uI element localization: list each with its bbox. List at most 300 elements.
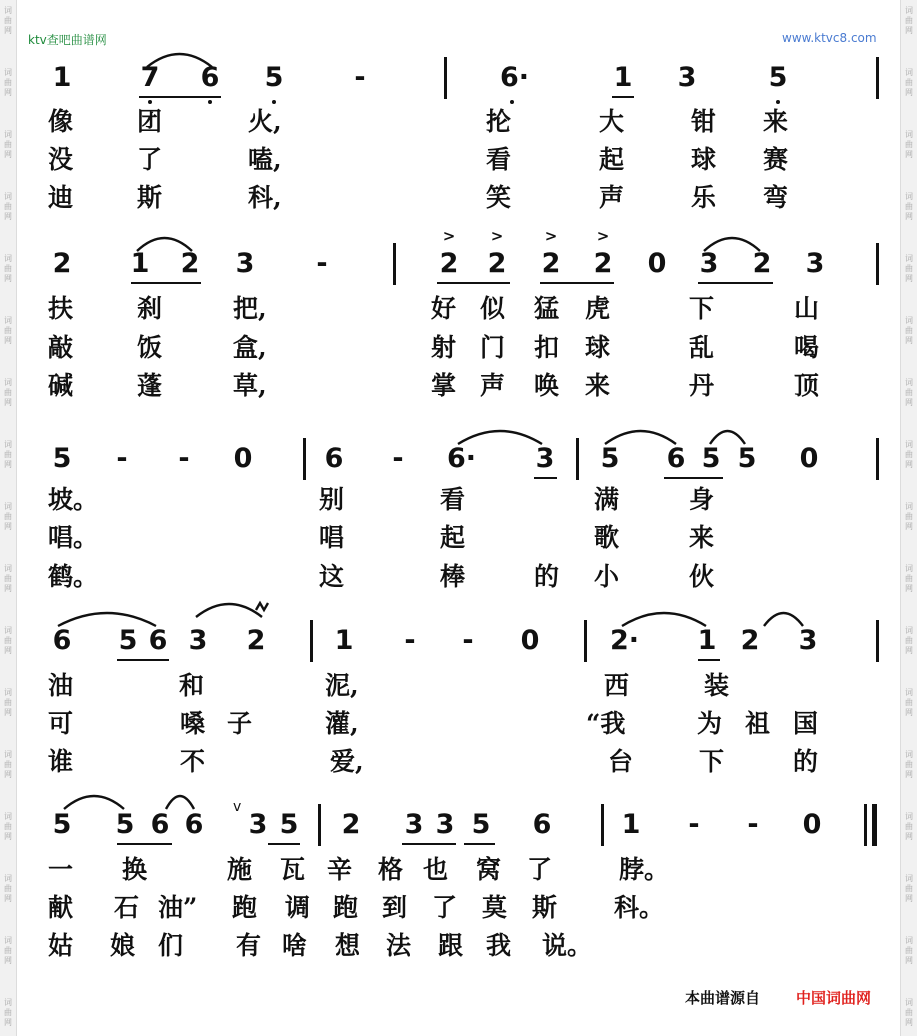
- note: 0: [233, 443, 253, 474]
- lyric-syllable: 声: [480, 371, 506, 400]
- barline: [601, 804, 604, 846]
- note: 7: [140, 62, 160, 93]
- lyric-syllable: 满: [594, 485, 620, 514]
- lyric-syllable: 油: [48, 671, 74, 700]
- note: 6: [324, 443, 344, 474]
- watermark-glyph: 词: [4, 254, 12, 263]
- watermark-glyph: 曲: [905, 450, 913, 459]
- lyric-syllable: 不: [180, 747, 206, 776]
- lyric-syllable: 爱,: [330, 747, 364, 776]
- lyric-syllable: 谁: [48, 747, 74, 776]
- lyric-syllable: 国: [793, 709, 819, 738]
- lyric-syllable: 山: [794, 294, 820, 323]
- watermark-glyph: 词: [4, 812, 12, 821]
- lyric-syllable: 弯: [763, 183, 789, 212]
- slur: [64, 796, 124, 809]
- watermark-glyph: 网: [4, 274, 12, 283]
- note: 1: [52, 62, 72, 93]
- note: 0: [520, 625, 540, 656]
- lyric-syllable: 扶: [48, 294, 74, 323]
- lyric-syllable: 看: [440, 485, 466, 514]
- watermark-glyph: 词: [4, 688, 12, 697]
- lyric-syllable: 丹: [689, 371, 715, 400]
- lyric-syllable: 似: [480, 294, 506, 323]
- watermark-glyph: 词: [4, 6, 12, 15]
- note: 1: [334, 625, 354, 656]
- watermark-glyph: 词: [905, 6, 913, 15]
- lyric-syllable: “我: [586, 709, 626, 738]
- watermark-glyph: 曲: [905, 636, 913, 645]
- barline: [864, 804, 867, 846]
- lyric-syllable: 窝: [476, 855, 502, 884]
- note-underline: [402, 843, 456, 845]
- lyric-syllable: 石: [114, 893, 140, 922]
- watermark-glyph: 网: [4, 584, 12, 593]
- watermark-glyph: 词: [4, 936, 12, 945]
- note: 1: [613, 62, 633, 93]
- note: 2: [52, 248, 72, 279]
- watermark-glyph: 曲: [905, 326, 913, 335]
- watermark-glyph: 词: [905, 998, 913, 1007]
- barline: [584, 620, 587, 662]
- note: -: [116, 443, 128, 474]
- watermark-glyph: 词: [905, 254, 913, 263]
- watermark-glyph: 曲: [905, 946, 913, 955]
- lyric-syllable: 说。: [542, 931, 593, 960]
- note: 6: [52, 625, 72, 656]
- lyric-syllable: 们: [158, 931, 184, 960]
- lyric-syllable: 身: [689, 485, 715, 514]
- note: 1: [130, 248, 150, 279]
- note: -: [316, 248, 328, 279]
- note: 6·: [447, 443, 477, 474]
- note: 6: [532, 809, 552, 840]
- note: 2: [180, 248, 200, 279]
- watermark-glyph: 词: [4, 564, 12, 573]
- barline: [876, 438, 879, 480]
- lyric-syllable: 大: [599, 107, 625, 136]
- note: 2: [740, 625, 760, 656]
- lyric-syllable: 莫: [482, 893, 508, 922]
- note-underline: [540, 282, 614, 284]
- watermark-glyph: 词: [4, 316, 12, 325]
- note: -: [354, 62, 366, 93]
- slur: [58, 613, 156, 626]
- watermark-glyph: 网: [905, 646, 913, 655]
- watermark-glyph: 词: [905, 564, 913, 573]
- lyric-syllable: 草,: [233, 371, 267, 400]
- watermark-glyph: 曲: [4, 946, 12, 955]
- watermark-glyph: 网: [905, 894, 913, 903]
- watermark-glyph: 曲: [4, 884, 12, 893]
- lyric-syllable: 下: [689, 294, 715, 323]
- note: 3: [535, 443, 555, 474]
- watermark-glyph: 词: [905, 874, 913, 883]
- watermark-glyph: 网: [4, 646, 12, 655]
- note-underline: [664, 477, 723, 479]
- lyric-syllable: 抡: [486, 107, 512, 136]
- watermark-glyph: 网: [905, 584, 913, 593]
- watermark-glyph: 网: [4, 88, 12, 97]
- watermark-glyph: 网: [4, 212, 12, 221]
- watermark-glyph: 曲: [905, 884, 913, 893]
- note: 6: [184, 809, 204, 840]
- watermark-glyph: 词: [905, 68, 913, 77]
- lyric-syllable: 坡。: [48, 485, 99, 514]
- accent-mark: >: [544, 227, 558, 245]
- lyric-syllable: 西: [604, 671, 630, 700]
- watermark-glyph: 曲: [905, 760, 913, 769]
- lyric-syllable: 泥,: [325, 671, 359, 700]
- lyric-syllable: 起: [440, 523, 466, 552]
- note: -: [462, 625, 474, 656]
- barline: [872, 804, 877, 846]
- note: -: [688, 809, 700, 840]
- lyric-syllable: 斯: [137, 183, 163, 212]
- note: 3: [248, 809, 268, 840]
- watermark-glyph: 网: [905, 1018, 913, 1027]
- barline: [310, 620, 313, 662]
- lyric-syllable: 敲: [48, 333, 74, 362]
- note: 6: [200, 62, 220, 93]
- lyric-syllable: 蓬: [137, 371, 163, 400]
- watermark-glyph: 曲: [4, 760, 12, 769]
- barline: [318, 804, 321, 846]
- watermark-glyph: 词: [905, 440, 913, 449]
- watermark-glyph: 曲: [905, 264, 913, 273]
- watermark-glyph: 曲: [905, 512, 913, 521]
- watermark-glyph: 词: [4, 378, 12, 387]
- site-url-header: www.ktvc8.com: [782, 31, 877, 45]
- accent-mark: >: [596, 227, 610, 245]
- watermark-glyph: 网: [905, 398, 913, 407]
- lyric-syllable: 顶: [794, 371, 820, 400]
- watermark-glyph: 词: [905, 626, 913, 635]
- watermark-glyph: 网: [4, 832, 12, 841]
- watermark-glyph: 词: [4, 68, 12, 77]
- watermark-glyph: 网: [905, 88, 913, 97]
- slur: [196, 604, 262, 617]
- watermark-glyph: 网: [4, 894, 12, 903]
- note: 2: [541, 248, 561, 279]
- lyric-syllable: 的: [534, 562, 560, 591]
- watermark-glyph: 网: [905, 274, 913, 283]
- breath-mark: v: [233, 799, 242, 815]
- watermark-glyph: 网: [905, 150, 913, 159]
- watermark-glyph: 词: [4, 502, 12, 511]
- lyric-syllable: 了: [432, 893, 458, 922]
- watermark-glyph: 网: [4, 336, 12, 345]
- barline: [393, 243, 396, 285]
- note: 5: [279, 809, 299, 840]
- watermark-glyph: 曲: [4, 698, 12, 707]
- lyric-syllable: 声: [599, 183, 625, 212]
- watermark-glyph: 词: [4, 192, 12, 201]
- watermark-glyph: 网: [905, 832, 913, 841]
- note: 5: [52, 809, 72, 840]
- note: 0: [799, 443, 819, 474]
- lyric-syllable: 啥: [282, 931, 308, 960]
- lyric-syllable: 斯: [532, 893, 558, 922]
- lyric-syllable: 迪: [48, 183, 74, 212]
- watermark-glyph: 网: [905, 770, 913, 779]
- note: 6: [150, 809, 170, 840]
- lyric-syllable: 了: [137, 145, 163, 174]
- watermark-glyph: 曲: [905, 140, 913, 149]
- barline: [876, 57, 879, 99]
- note: 2·: [610, 625, 640, 656]
- lyric-syllable: 歌: [594, 523, 620, 552]
- barline: [876, 620, 879, 662]
- watermark-glyph: 词: [905, 750, 913, 759]
- watermark-glyph: 曲: [4, 78, 12, 87]
- lyric-syllable: 祖: [745, 709, 771, 738]
- lyric-syllable: 瓦: [280, 855, 306, 884]
- lyric-syllable: 这: [319, 562, 345, 591]
- watermark-glyph: 曲: [4, 1008, 12, 1017]
- note: 5: [768, 62, 788, 93]
- lyric-syllable: 油”: [158, 893, 198, 922]
- note: -: [404, 625, 416, 656]
- note-underline: [268, 843, 300, 845]
- lyric-syllable: 来: [585, 371, 611, 400]
- note: 3: [435, 809, 455, 840]
- lyric-syllable: 嗓: [180, 709, 206, 738]
- lyric-syllable: 施: [227, 855, 253, 884]
- note-underline: [117, 659, 169, 661]
- lyric-syllable: 来: [763, 107, 789, 136]
- note: 5: [52, 443, 72, 474]
- watermark-glyph: 曲: [4, 512, 12, 521]
- watermark-glyph: 曲: [905, 1008, 913, 1017]
- lyric-syllable: 门: [480, 333, 506, 362]
- note: 3: [235, 248, 255, 279]
- lyric-syllable: 跟: [438, 931, 464, 960]
- lyric-syllable: 盒,: [233, 333, 267, 362]
- watermark-glyph: 词: [4, 440, 12, 449]
- watermark-glyph: 网: [4, 398, 12, 407]
- lower-octave-dot: [510, 100, 514, 104]
- lyric-syllable: 装: [704, 671, 730, 700]
- lyric-syllable: 来: [689, 523, 715, 552]
- note: 3: [188, 625, 208, 656]
- source-site: 中国词曲网: [796, 989, 872, 1007]
- lyric-syllable: 想: [335, 931, 361, 960]
- watermark-glyph: 网: [905, 522, 913, 531]
- lyric-syllable: 台: [608, 747, 634, 776]
- note: 2: [246, 625, 266, 656]
- note: 5: [600, 443, 620, 474]
- note: 5: [471, 809, 491, 840]
- lyric-syllable: 了: [527, 855, 553, 884]
- note: 5: [115, 809, 135, 840]
- lyric-syllable: 跑: [232, 893, 258, 922]
- lyric-syllable: 猛: [534, 294, 560, 323]
- lyric-syllable: 扣: [534, 333, 560, 362]
- slur: [764, 613, 803, 626]
- watermark-glyph: 曲: [4, 822, 12, 831]
- lyric-syllable: 好: [431, 294, 457, 323]
- lyric-syllable: 换: [122, 855, 148, 884]
- watermark-glyph: 词: [905, 378, 913, 387]
- lyric-syllable: 把,: [233, 294, 267, 323]
- lyric-syllable: 脖。: [619, 855, 670, 884]
- source-label: 本曲谱源自: [685, 989, 761, 1007]
- lower-octave-dot: [776, 100, 780, 104]
- watermark-glyph: 曲: [905, 78, 913, 87]
- watermark-glyph: 网: [905, 708, 913, 717]
- watermark-glyph: 词: [905, 130, 913, 139]
- watermark-glyph: 曲: [4, 140, 12, 149]
- watermark-glyph: 曲: [4, 264, 12, 273]
- lyric-syllable: 一: [48, 855, 74, 884]
- note: 2: [341, 809, 361, 840]
- lyric-syllable: 调: [285, 893, 311, 922]
- note-underline: [464, 843, 495, 845]
- lyric-syllable: 唱: [319, 523, 345, 552]
- watermark-glyph: 网: [905, 956, 913, 965]
- watermark-glyph: 网: [905, 460, 913, 469]
- lyric-syllable: 起: [599, 145, 625, 174]
- lyric-syllable: 嗑,: [248, 145, 282, 174]
- lyric-syllable: 团: [137, 107, 163, 136]
- watermark-glyph: 曲: [4, 326, 12, 335]
- lyric-syllable: 娘: [110, 931, 136, 960]
- barline: [444, 57, 447, 99]
- watermark-glyph: 曲: [905, 202, 913, 211]
- lyric-syllable: 乱: [689, 333, 715, 362]
- watermark-glyph: 网: [905, 212, 913, 221]
- watermark-glyph: 曲: [4, 202, 12, 211]
- lyric-syllable: 碱: [48, 371, 74, 400]
- watermark-glyph: 曲: [905, 388, 913, 397]
- note: 1: [697, 625, 717, 656]
- lyric-syllable: 子: [227, 709, 253, 738]
- note: -: [178, 443, 190, 474]
- watermark-glyph: 网: [4, 956, 12, 965]
- note: 1: [621, 809, 641, 840]
- watermark-glyph: 网: [4, 26, 12, 35]
- lyric-syllable: 有: [236, 931, 262, 960]
- lower-octave-dot: [208, 100, 212, 104]
- lyric-syllable: 法: [386, 931, 412, 960]
- lyric-syllable: 赛: [763, 145, 789, 174]
- lyric-syllable: 虎: [585, 294, 611, 323]
- watermark-glyph: 词: [905, 936, 913, 945]
- watermark-glyph: 词: [4, 874, 12, 883]
- note: 2: [593, 248, 613, 279]
- watermark-glyph: 网: [4, 522, 12, 531]
- watermark-glyph: 网: [905, 26, 913, 35]
- lyric-syllable: 唱。: [48, 523, 99, 552]
- lyric-syllable: 科,: [248, 183, 282, 212]
- watermark-glyph: 曲: [4, 450, 12, 459]
- accent-mark: >: [490, 227, 504, 245]
- watermark-glyph: 网: [4, 708, 12, 717]
- lyric-syllable: 火,: [248, 107, 282, 136]
- watermark-glyph: 曲: [4, 574, 12, 583]
- lyric-syllable: 没: [48, 145, 74, 174]
- lyric-syllable: 下: [699, 747, 725, 776]
- site-name-header: ktv查吧曲谱网: [28, 33, 107, 47]
- watermark-glyph: 词: [905, 502, 913, 511]
- watermark-glyph: 词: [905, 688, 913, 697]
- watermark-glyph: 网: [4, 1018, 12, 1027]
- lyric-syllable: 可: [48, 709, 74, 738]
- note: 6·: [500, 62, 530, 93]
- watermark-glyph: 曲: [905, 574, 913, 583]
- note: 6: [666, 443, 686, 474]
- note: 3: [805, 248, 825, 279]
- watermark-glyph: 曲: [905, 16, 913, 25]
- lyric-syllable: 伙: [689, 562, 715, 591]
- lyric-syllable: 到: [382, 893, 408, 922]
- note-underline: [139, 96, 221, 98]
- note: 3: [798, 625, 818, 656]
- note: -: [392, 443, 404, 474]
- watermark-glyph: 网: [4, 150, 12, 159]
- note: 3: [677, 62, 697, 93]
- note: 2: [439, 248, 459, 279]
- lyric-syllable: 饭: [137, 333, 163, 362]
- trill-wave: [256, 603, 268, 610]
- lyric-syllable: 别: [319, 485, 345, 514]
- lyric-syllable: 喝: [794, 333, 820, 362]
- note: 5: [737, 443, 757, 474]
- note-underline: [534, 477, 557, 479]
- lower-octave-dot: [148, 100, 152, 104]
- note: 5: [264, 62, 284, 93]
- lyric-syllable: 球: [585, 333, 611, 362]
- lyric-syllable: 和: [179, 671, 205, 700]
- barline: [876, 243, 879, 285]
- lyric-syllable: 棒: [440, 562, 466, 591]
- note-underline: [698, 282, 773, 284]
- accent-mark: >: [442, 227, 456, 245]
- lyric-syllable: 科。: [614, 893, 665, 922]
- note: 0: [802, 809, 822, 840]
- note-underline: [612, 96, 634, 98]
- note: 6: [148, 625, 168, 656]
- watermark-glyph: 曲: [4, 16, 12, 25]
- watermark-glyph: 曲: [4, 388, 12, 397]
- lyric-syllable: 也: [423, 855, 449, 884]
- note-underline: [437, 282, 510, 284]
- lyric-syllable: 射: [431, 333, 457, 362]
- note: 5: [701, 443, 721, 474]
- watermark-glyph: 网: [905, 336, 913, 345]
- watermark-glyph: 词: [905, 192, 913, 201]
- slur: [166, 796, 194, 809]
- lyric-syllable: 灌,: [325, 709, 359, 738]
- watermark-glyph: 网: [4, 460, 12, 469]
- watermark-glyph: 词: [905, 812, 913, 821]
- watermark-glyph: 词: [4, 750, 12, 759]
- note: 3: [699, 248, 719, 279]
- lyric-syllable: 我: [486, 931, 512, 960]
- lyric-syllable: 乐: [691, 183, 717, 212]
- lyric-syllable: 格: [378, 855, 404, 884]
- lyric-syllable: 刹: [137, 294, 163, 323]
- note: 3: [404, 809, 424, 840]
- note: 5: [118, 625, 138, 656]
- lyric-syllable: 为: [697, 709, 723, 738]
- lyric-syllable: 小: [594, 562, 620, 591]
- watermark-glyph: 词: [4, 130, 12, 139]
- lyric-syllable: 唤: [534, 371, 560, 400]
- note-underline: [131, 282, 201, 284]
- watermark-glyph: 词: [4, 626, 12, 635]
